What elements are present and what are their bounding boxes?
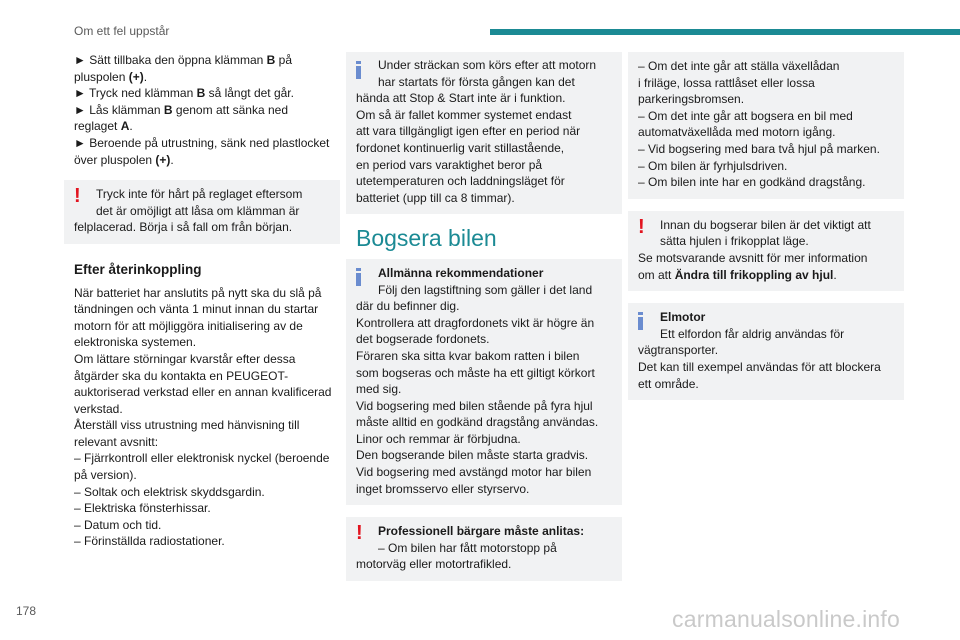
elmotor-heading: Elmotor bbox=[660, 310, 706, 325]
general-line: med sig. bbox=[356, 382, 402, 397]
general-line: Följ den lagstiftning som gäller i det land bbox=[378, 282, 593, 297]
general-line: som bogseras och måste ha ett giltigt körkort bbox=[356, 365, 595, 380]
warning-line: det är omöjligt att låsa om klämman är bbox=[96, 203, 300, 218]
body-line: Om lättare störningar kvarstår efter dessa bbox=[74, 351, 296, 366]
continued-box bbox=[628, 52, 904, 199]
cont-line: – Om det inte går att ställa växellådan bbox=[638, 59, 840, 73]
cont-line: – Vid bogsering med bara två hjul på marken. bbox=[638, 141, 880, 156]
warning-box-professional bbox=[346, 517, 622, 581]
header-accent-bar bbox=[490, 29, 960, 35]
info-line: Om så är fallet kommer systemet endast bbox=[356, 107, 572, 122]
body-line: auktoriserad verkstad eller en annan kvalificerad bbox=[74, 385, 332, 400]
general-line: Kontrollera att dragfordonets vikt är högre än bbox=[356, 315, 595, 330]
warning-box-freewheel bbox=[628, 211, 904, 291]
step-line: pluspolen (+). bbox=[74, 69, 148, 84]
info-icon bbox=[356, 268, 361, 286]
column-middle bbox=[356, 52, 622, 581]
column-left bbox=[74, 52, 340, 550]
general-line: Vid bogsering med avstängd motor har bilen bbox=[356, 465, 592, 480]
warning-box bbox=[64, 180, 340, 244]
section-title-towing: Bogsera bilen bbox=[356, 225, 497, 252]
body-line: Återställ viss utrustning med hänvisning till bbox=[74, 418, 300, 433]
reconnect-body bbox=[74, 285, 340, 551]
info-icon bbox=[356, 61, 361, 79]
cont-line: – Om bilen inte har en godkänd dragstång. bbox=[638, 175, 866, 190]
pro-line: – Om bilen har fått motorstopp på bbox=[378, 540, 557, 555]
step-line: ► Beroende på utrustning, sänk ned plastlocket bbox=[74, 135, 330, 150]
column-right bbox=[638, 52, 904, 400]
freewheel-link: Ändra till frikoppling av hjul bbox=[674, 267, 834, 282]
warning-icon: ! bbox=[356, 522, 363, 545]
general-heading: Allmänna rekommendationer bbox=[378, 265, 544, 280]
body-line: åtgärder ska du kontakta en PEUGEOT- bbox=[74, 368, 289, 383]
elmotor-line: Det kan till exempel användas för att blockera bbox=[638, 359, 881, 374]
page-number: 178 bbox=[16, 604, 37, 618]
info-box-stop-start bbox=[346, 52, 622, 214]
step-line: över pluspolen (+). bbox=[74, 152, 174, 167]
general-line: där du befinner dig. bbox=[356, 299, 460, 314]
general-line: Vid bogsering med bilen stående på fyra hjul bbox=[356, 398, 593, 413]
cont-line: – Om det inte går att bogsera en bil med bbox=[638, 108, 853, 123]
warning-icon: ! bbox=[74, 185, 81, 208]
body-line: När batteriet har anslutits på nytt ska du slå på bbox=[74, 285, 322, 300]
info-line: att vara tillgängligt igen efter en period när bbox=[356, 124, 581, 139]
body-line: på version). bbox=[74, 468, 137, 483]
warn-line-last: om att Ändra till frikoppling av hjul. bbox=[638, 267, 837, 282]
body-line: – Soltak och elektrisk skyddsgardin. bbox=[74, 484, 265, 499]
body-line: verkstad. bbox=[74, 401, 123, 416]
general-line: Linor och remmar är förbjudna. bbox=[356, 431, 521, 446]
general-line: Den bogserande bilen måste starta gradvis. bbox=[356, 448, 589, 463]
body-line: motorn för att möjliggöra initialisering av de bbox=[74, 318, 303, 333]
general-line: inget bromsservo eller styrservo. bbox=[356, 481, 530, 496]
warning-line: Tryck inte för hårt på reglaget eftersom bbox=[96, 187, 303, 202]
warn-line: Se motsvarande avsnitt för mer information bbox=[638, 250, 868, 265]
watermark: carmanualsonline.info bbox=[672, 606, 900, 632]
elmotor-line: ett område. bbox=[638, 376, 699, 391]
step-line: reglaget A. bbox=[74, 119, 133, 134]
info-icon bbox=[638, 312, 643, 330]
body-line: – Elektriska fönsterhissar. bbox=[74, 501, 211, 516]
info-line: en period vars varaktighet beror på bbox=[356, 157, 543, 172]
step-line: ► Lås klämman B genom att sänka ned bbox=[74, 102, 288, 117]
subheading-after-reconnect: Efter återinkoppling bbox=[74, 261, 202, 277]
general-line: måste alltid en godkänd dragstång användas. bbox=[356, 415, 599, 430]
elmotor-line: vägtransporter. bbox=[638, 343, 719, 358]
warning-icon: ! bbox=[638, 215, 645, 238]
cont-line: parkeringsbromsen. bbox=[638, 92, 745, 107]
info-line: utetemperaturen och laddningsläget för bbox=[356, 174, 565, 189]
general-line: det bogserade fordonets. bbox=[356, 332, 490, 347]
warning-line: felplacerad. Börja i så fall om från början. bbox=[74, 220, 293, 235]
info-box-general bbox=[346, 259, 622, 505]
body-line: – Förinställda radiostationer. bbox=[74, 534, 225, 549]
step-line: ► Sätt tillbaka den öppna klämman B på bbox=[74, 53, 293, 67]
running-header: Om ett fel uppstår bbox=[74, 24, 170, 38]
info-line: hända att Stop & Start inte är i funktion. bbox=[356, 91, 566, 106]
elmotor-line: Ett elfordon får aldrig användas för bbox=[660, 326, 845, 341]
body-line: tändningen och vänta 1 minut innan du startar bbox=[74, 302, 319, 317]
info-line: Under sträckan som körs efter att motorn bbox=[378, 58, 597, 72]
info-line: fordonet kontinuerlig varit stillastående, bbox=[356, 140, 565, 155]
cont-line: automatväxellåda med motorn igång. bbox=[638, 125, 836, 140]
cont-line: i friläge, lossa rattlåset eller lossa bbox=[638, 75, 815, 90]
body-line: – Datum och tid. bbox=[74, 517, 162, 532]
body-line: relevant avsnitt: bbox=[74, 434, 159, 449]
general-line: Föraren ska sitta kvar bakom ratten i bilen bbox=[356, 348, 580, 363]
pro-heading: Professionell bärgare måste anlitas: bbox=[378, 524, 585, 539]
body-line: elektroniska systemen. bbox=[74, 335, 197, 350]
info-line: batteriet (upp till ca 8 timmar). bbox=[356, 190, 515, 205]
step-line: ► Tryck ned klämman B så långt det går. bbox=[74, 86, 294, 101]
pro-line: motorväg eller motortrafikled. bbox=[356, 557, 512, 572]
body-line: – Fjärrkontroll eller elektronisk nyckel (beroende bbox=[74, 451, 330, 466]
cont-line: – Om bilen är fyrhjulsdriven. bbox=[638, 158, 788, 173]
warn-line: Innan du bogserar bilen är det viktigt att bbox=[660, 217, 871, 232]
reconnect-steps bbox=[74, 52, 340, 168]
info-box-elmotor bbox=[628, 303, 904, 400]
info-line: har startats för första gången kan det bbox=[378, 74, 575, 89]
warn-line: sätta hjulen i frikopplat läge. bbox=[660, 234, 809, 249]
